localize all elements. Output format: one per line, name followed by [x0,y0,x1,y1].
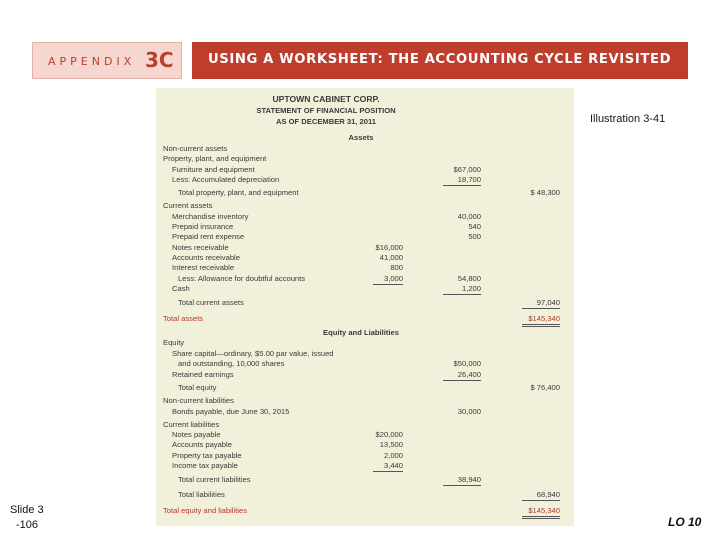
underline-rule [522,308,560,309]
statement-of-financial-position [156,88,574,526]
underline-rule [522,516,560,517]
statement-value-col2: 18,700 [457,175,481,184]
statement-row-label: Current assets [163,201,213,210]
statement-value-col2: 40,000 [457,212,481,221]
statement-row-label: Non-current assets [163,144,228,153]
statement-row-label: Prepaid insurance [172,222,234,231]
statement-title: STATEMENT OF FINANCIAL POSITION [256,106,396,115]
statement-row-label: Property tax payable [172,451,242,460]
appendix-label: APPENDIX [48,55,136,68]
statement-value-col2: $67,000 [453,165,481,174]
statement-row-label: Notes payable [172,430,221,439]
statement-row-label: Cash [172,284,190,293]
underline-rule [373,284,403,285]
statement-value-col1: 3,440 [383,461,403,470]
statement-row-label: Total liabilities [178,490,225,499]
underline-rule [522,324,560,325]
slide-number [10,503,44,533]
statement-value-col1: 13,500 [379,440,403,449]
underline-rule [373,471,403,472]
statement-row-label: and outstanding, 10,000 shares [178,359,285,368]
statement-row-label: Total assets [163,314,204,323]
statement-value-col1: $16,000 [375,243,403,252]
underline-rule [443,294,481,295]
statement-row-label: Share capital—ordinary, $5.00 par value, issued [172,349,334,358]
statement-row-label: Property, plant, and equipment [163,154,267,163]
statement-value-col2: $50,000 [453,359,481,368]
statement-value-col1: 3,000 [383,274,403,283]
statement-row-label: Total current liabilities [178,475,251,484]
statement-value-col2: 54,800 [457,274,481,283]
statement-value-col3: $ 76,400 [530,383,560,392]
statement-value-col1: 800 [390,263,403,272]
illustration-label: Illustration 3-41 [590,113,666,125]
underline-rule [443,185,481,186]
statement-row-label: Less: Allowance for doubtful accounts [178,274,306,283]
statement-row-label: Current liabilities [163,420,220,429]
statement-row-label: Total property, plant, and equipment [178,188,299,197]
underline-rule [522,500,560,501]
slide-number-line1: Slide 3 [10,504,44,516]
statement-value-col3: $145,340 [528,314,560,323]
statement-row-label: Bonds payable, due June 30, 2015 [172,407,290,416]
statement-row-label: Equity [163,338,185,347]
appendix-badge [32,42,182,79]
assets-heading: Assets [348,133,374,142]
statement-value-col3: 68,940 [536,490,560,499]
statement-value-col1: 2,000 [383,451,403,460]
statement-value-col2: 540 [468,222,481,231]
statement-value-col2: 38,940 [457,475,481,484]
equity-liabilities-heading: Equity and Liabilities [323,328,399,337]
learning-objective: LO 10 [668,515,702,529]
underline-rule [443,485,481,486]
statement-value-col3: $ 48,300 [530,188,560,197]
statement-value-col2: 26,400 [457,370,481,379]
statement-row-label: Non-current liabilities [163,396,234,405]
title-banner [192,42,688,79]
statement-row-label: Less: Accumulated depreciation [172,175,280,184]
statement-row-label: Total equity and liabilities [163,506,248,515]
statement-row-label: Total equity [178,383,217,392]
statement-value-col1: $20,000 [375,430,403,439]
statement-date: AS OF DECEMBER 31, 2011 [275,116,377,126]
appendix-number: 3C [145,48,174,72]
slide-title: USING A WORKSHEET: THE ACCOUNTING CYCLE REVISITED [208,52,672,67]
underline-rule [522,326,560,327]
statement-row-label: Furniture and equipment [172,165,255,174]
statement-row-label: Accounts receivable [172,253,240,262]
statement-value-col3: $145,340 [528,506,560,515]
underline-rule [443,380,481,381]
statement-row-label: Merchandise inventory [172,212,249,221]
slide-number-line2: -106 [16,519,39,531]
statement-row-label: Total current assets [178,298,244,307]
statement-row-label: Accounts payable [172,440,232,449]
statement-row-label: Retained earnings [172,370,234,379]
statement-row-label: Notes receivable [172,243,229,252]
statement-row-label: Income tax payable [172,461,238,470]
statement-value-col2: 500 [468,232,481,241]
underline-rule [522,518,560,519]
statement-value-col1: 41,000 [379,253,403,262]
statement-value-col3: 97,040 [536,298,560,307]
statement-value-col2: 30,000 [457,407,481,416]
company-name: UPTOWN CABINET CORP. [272,94,380,104]
statement-row-label: Prepaid rent expense [172,232,245,241]
statement-row-label: Interest receivable [172,263,235,272]
statement-value-col2: 1,200 [461,284,481,293]
